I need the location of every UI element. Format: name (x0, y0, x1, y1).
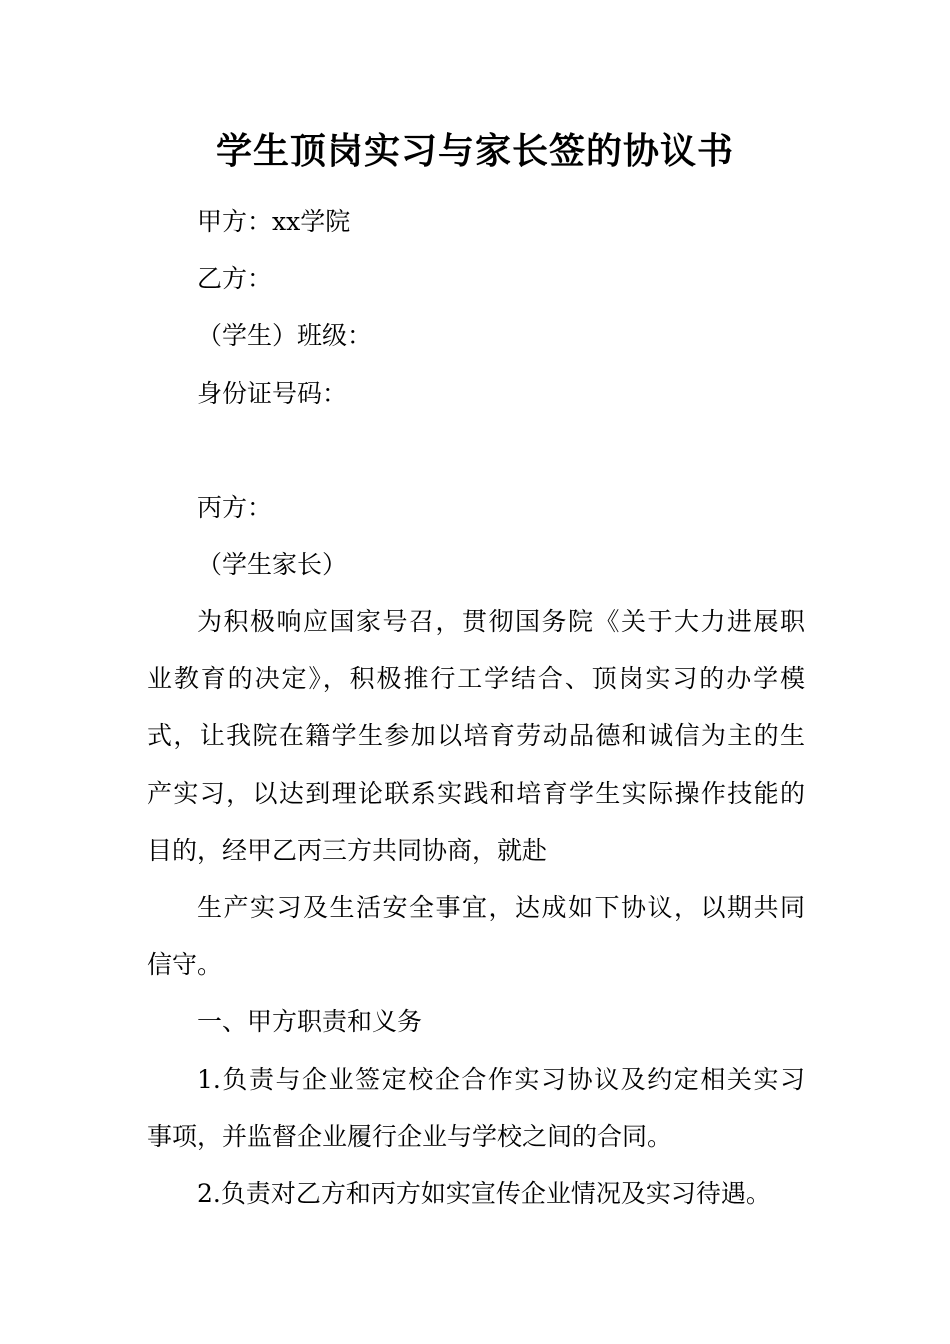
intro-line-1: 为积极响应国家号召，贯彻国务院《关于大力进展职 (197, 607, 805, 636)
section1-heading: 一、甲方职责和义务 (197, 1007, 423, 1036)
parent-label-line: （学生家长） (197, 550, 348, 579)
intro2-line-1: 生产实习及生活安全事宜，达成如下协议，以期共同 (197, 893, 805, 922)
party-b-line: 乙方： (197, 264, 273, 293)
item1-line-1: 1.负责与企业签定校企合作实习协议及约定相关实习 (197, 1065, 805, 1094)
item2-line: 2.负责对乙方和丙方如实宣传企业情况及实习待遇。 (197, 1179, 771, 1208)
id-number-line: 身份证号码： (197, 379, 348, 408)
intro-line-4: 产实习，以达到理论联系实践和培育学生实际操作技能的 (147, 779, 805, 808)
intro-line-5: 目的，经甲乙丙三方共同协商，就赴 (147, 836, 548, 865)
item1-line-2: 事项，并监督企业履行企业与学校之间的合同。 (147, 1122, 673, 1151)
intro-line-2: 业教育的决定》，积极推行工学结合、顶岗实习的办学模 (147, 664, 805, 693)
student-class-line: （学生）班级： (197, 321, 373, 350)
party-a-line: 甲方：xx学院 (197, 207, 351, 236)
intro-line-3: 式，让我院在籍学生参加以培育劳动品德和诚信为主的生 (147, 721, 805, 750)
party-c-line: 丙方： (197, 493, 273, 522)
intro2-line-2: 信守。 (147, 950, 223, 979)
document-title: 学生顶岗实习与家长签的协议书 (215, 131, 734, 172)
